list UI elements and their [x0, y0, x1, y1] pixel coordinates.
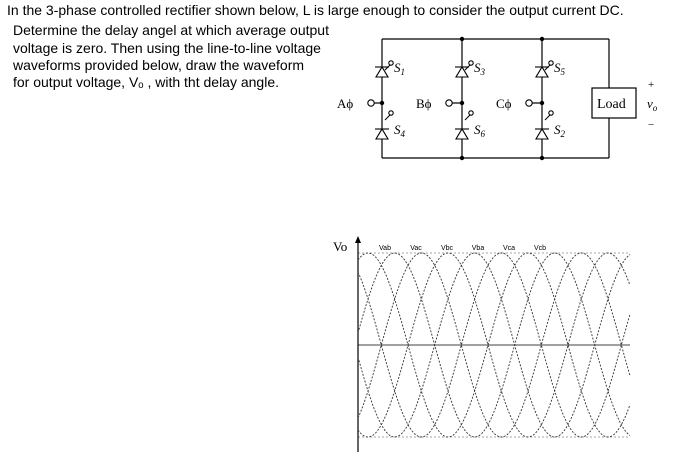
- question-line-2: Determine the delay angel at which average output: [13, 22, 329, 38]
- question-line-3: voltage is zero. Then using the line-to-line voltage: [13, 40, 321, 56]
- thyristor-s5: [535, 61, 553, 77]
- question-line-4: waveforms provided below, draw the waveform: [13, 57, 305, 73]
- s5-label: $S_5$: [554, 60, 565, 77]
- s1-label: $S_1$: [394, 60, 405, 77]
- s2-label: $S_2$: [554, 122, 565, 139]
- y-axis-arrow: [355, 236, 361, 243]
- plus-sign: +: [648, 79, 655, 91]
- thyristor-s6: [455, 111, 473, 139]
- s6-label: $S_6$: [474, 122, 485, 139]
- thyristor-s1: [375, 61, 393, 77]
- phase-b-label: Bϕ: [416, 96, 432, 111]
- vo-label: $v_o$: [647, 96, 658, 113]
- question-line-1: In the 3-phase controlled rectifier shown below, L is large enough to consider the output current DC.: [7, 2, 624, 18]
- question-line-5: for output voltage, Vₒ , with tht delay angle.: [13, 74, 279, 90]
- s3-label: $S_3$: [474, 60, 485, 77]
- y-axis-label: Vo: [333, 239, 348, 254]
- phase-c-label: Cϕ: [496, 96, 512, 111]
- waveform-label-vba: Vba: [471, 245, 485, 252]
- line-voltage-waveforms: [330, 230, 670, 458]
- thyristor-s2: [535, 111, 553, 139]
- waveform-label-vab: Vab: [379, 245, 391, 252]
- phase-a-label: Aϕ: [337, 96, 354, 111]
- waveform-label-vca: Vca: [502, 245, 516, 252]
- waveform-label-vcb: Vcb: [533, 245, 547, 252]
- minus-sign: −: [648, 119, 655, 131]
- waveform-label-vbc: Vbc: [440, 245, 454, 252]
- waveform-label-vac: Vac: [410, 245, 422, 252]
- s4-label: $S_4$: [394, 122, 405, 139]
- rectifier-circuit-diagram: [330, 30, 675, 170]
- load-label: Load: [597, 97, 626, 112]
- thyristor-s3: [455, 61, 473, 77]
- thyristor-s4: [375, 111, 393, 139]
